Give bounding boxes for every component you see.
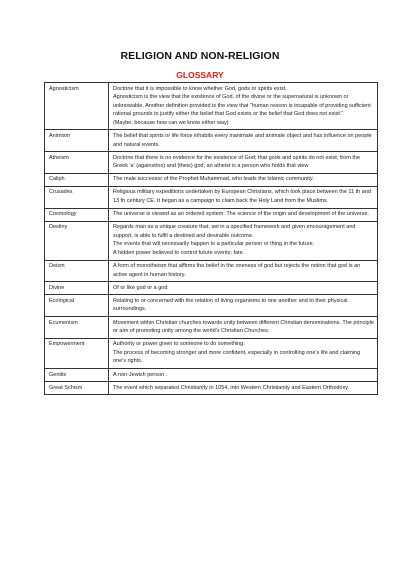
glossary-definition xyxy=(109,130,378,152)
definition-paragraph: A non-Jewish person . xyxy=(113,371,168,378)
definition-paragraph: Doctrine that it is impossible to know whether God, gods or spirits exist. xyxy=(113,85,287,92)
glossary-definition xyxy=(109,208,378,221)
glossary-term: Crusades xyxy=(45,186,109,208)
glossary-term: Cosmology xyxy=(45,208,109,221)
definition-paragraph: The belief that spirits or life force inhabits every inanimate and animate object and has influence on people and natural events. xyxy=(113,132,372,148)
definition-paragraph: The event which separated Christianity in 1054, into Western Christianity and Eastern Orthodoxy. xyxy=(113,384,350,391)
glossary-definition xyxy=(109,282,378,295)
definition-paragraph: Religious military expeditions undertaken by European Christians, which took place between the 11 th and 13 th century CE. It began as a campaign to claim back the Holy Land from the Muslims. xyxy=(113,189,371,205)
definition-paragraph: The events that will necessarily happen to a particular person or thing in the future. xyxy=(113,241,315,248)
glossary-term: Ecological xyxy=(45,295,109,317)
document-title: RELIGION AND NON-RELIGION xyxy=(120,50,280,62)
glossary-term: Gentile xyxy=(45,369,109,382)
definition-paragraph: Regards man as a unique creature that, set in a specified framework and given encouragement and support, is able to fulfil a destined and desirable outcome. xyxy=(113,224,356,239)
definition-paragraph: A form of monotheism that affirms the belief in the oneness of god but rejects the notion that god is an active agent in human history. xyxy=(113,263,361,278)
glossary-term: Divine xyxy=(45,282,109,295)
glossary-row xyxy=(45,221,378,260)
glossary-row xyxy=(45,260,378,282)
glossary-table-body xyxy=(45,83,378,395)
glossary-row xyxy=(45,282,378,295)
glossary-definition xyxy=(109,186,378,208)
glossary-definition xyxy=(109,295,378,317)
definition-paragraph: The process of becoming stronger and more confident, especially in controlling one's life and claiming one's rights. xyxy=(113,349,361,365)
glossary-heading: GLOSSARY xyxy=(176,70,224,80)
definition-paragraph: Agnosticism is the view that the existence of God, of the divine or the supernatural is unknown or unknowable. Another definition provided is the view that "human reason is incapable of providing sufficient rational grounds to justify either the belief that God exists or the belief that God does not exist." xyxy=(113,94,371,118)
glossary-definition xyxy=(109,221,378,260)
definition-paragraph: The universe is viewed as an ordered system. The science of the origin and development of the universe. xyxy=(113,211,370,218)
glossary-row xyxy=(45,382,378,395)
glossary-definition xyxy=(109,338,378,368)
definition-paragraph: (Maybe, because how can we know either way) xyxy=(113,119,229,126)
definition-paragraph: A hidden power believed to control future events; fate. xyxy=(113,250,245,256)
glossary-row xyxy=(45,186,378,208)
glossary-definition xyxy=(109,382,378,395)
glossary-term: Atheism xyxy=(45,152,109,174)
glossary-term: Agnosticism xyxy=(45,83,109,130)
definition-paragraph: The male successor of the Prophet Muhammad, who leads the Islamic community. xyxy=(113,176,314,183)
glossary-table xyxy=(44,82,378,395)
glossary-term: Ecumenism xyxy=(45,317,109,339)
glossary-definition xyxy=(109,317,378,339)
glossary-row xyxy=(45,317,378,339)
glossary-term: Deism xyxy=(45,260,109,282)
definition-paragraph: Authority or power given to someone to do something. xyxy=(113,341,245,348)
glossary-row xyxy=(45,130,378,152)
glossary-definition xyxy=(109,83,378,130)
glossary-term: Animism xyxy=(45,130,109,152)
glossary-row xyxy=(45,208,378,221)
glossary-definition xyxy=(109,260,378,282)
glossary-term: Destiny xyxy=(45,221,109,260)
glossary-row xyxy=(45,173,378,186)
glossary-term: Great Schism xyxy=(45,382,109,395)
glossary-definition xyxy=(109,369,378,382)
glossary-row xyxy=(45,83,378,130)
definition-paragraph: Relating to or concerned with the relation of living organisms to one another and to their physical surroundings. xyxy=(113,297,348,313)
glossary-row xyxy=(45,152,378,174)
glossary-row xyxy=(45,295,378,317)
glossary-term: Empowerment xyxy=(45,338,109,368)
glossary-term: Caliph xyxy=(45,173,109,186)
glossary-row xyxy=(45,369,378,382)
glossary-definition xyxy=(109,173,378,186)
glossary-row xyxy=(45,338,378,368)
glossary-definition xyxy=(109,152,378,174)
definition-paragraph: Of or like god or a god xyxy=(113,284,168,291)
definition-paragraph: Doctrine that there is no evidence for the existence of God; that gods and spirits do not exist; from the Greek 'a' (against/no) and (theis) god; an atheist is a person who holds that view xyxy=(113,154,361,170)
definition-paragraph: Movement within Christian churches towards unity between different Christian denominations. The principle or aim of promoting unity among the world's Christian Churches. xyxy=(113,319,374,335)
